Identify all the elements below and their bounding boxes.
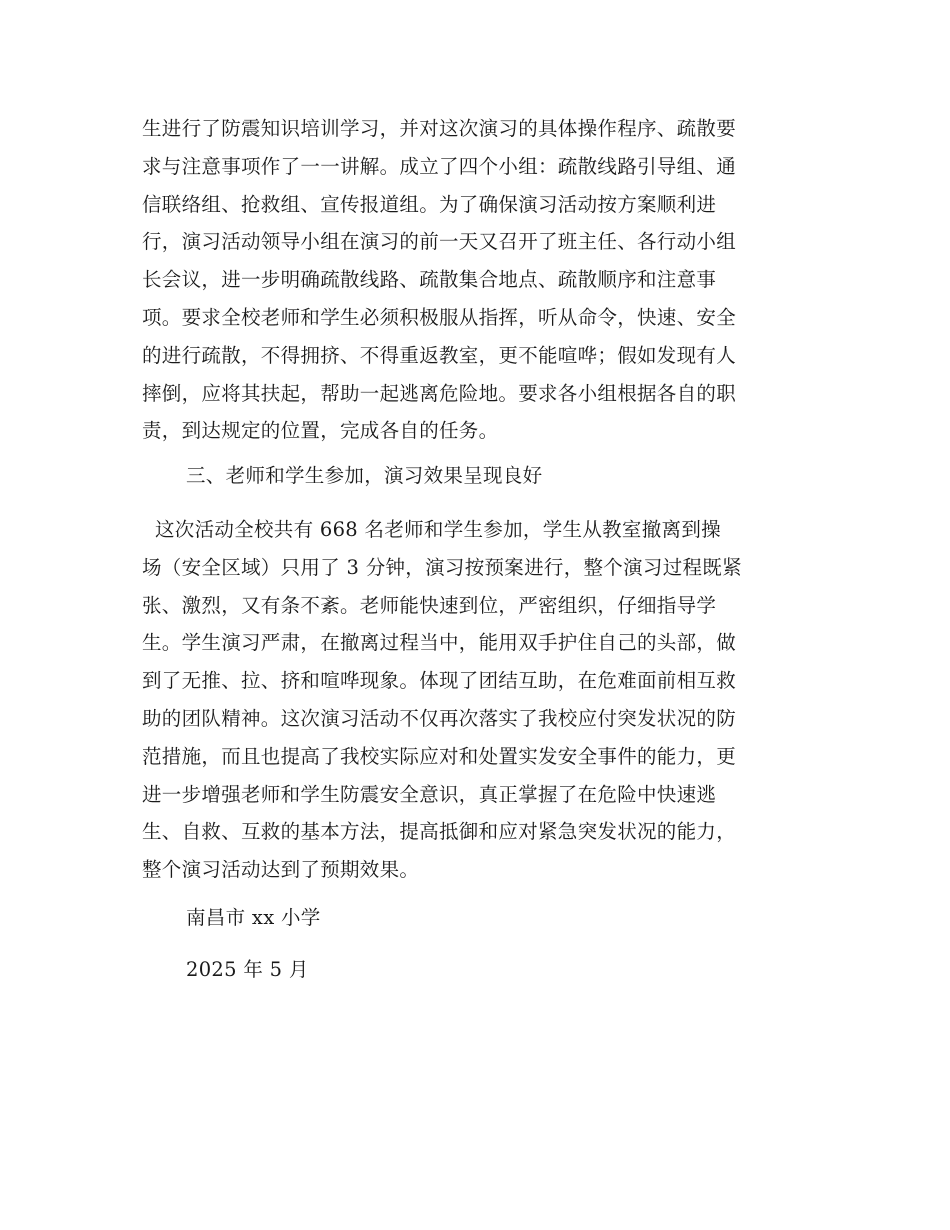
text-line: 助的团队精神。这次演习活动不仅再次落实了我校应付突发状况的防 — [142, 706, 737, 730]
text-line: 整个演习活动达到了预期效果。 — [142, 858, 420, 882]
text-line: 责，到达规定的位置，完成各自的任务。 — [142, 419, 499, 443]
text-line: 场（安全区域）只用了 3 分钟，演习按预案进行，整个演习过程既紧 — [142, 555, 742, 579]
section-heading: 三、老师和学生参加，演习效果呈现良好 — [186, 464, 543, 487]
text-line: 生。学生演习严肃，在撤离过程当中，能用双手护住自己的头部，做 — [142, 631, 737, 655]
paragraph-results — [142, 511, 802, 889]
text-line: 生、自救、互救的基本方法，提高抵御和应对紧急突发状况的能力， — [142, 820, 737, 844]
text-line: 的进行疏散，不得拥挤、不得重返教室，更不能喧哗；假如发现有人 — [142, 343, 737, 367]
signature-organization: 南昌市 xx 小学 — [186, 906, 321, 929]
text-line: 项。要求全校老师和学生必须积极服从指挥，听从命令，快速、安全 — [142, 305, 737, 329]
signature-date: 2025 年 5 月 — [186, 958, 309, 981]
text-line: 到了无推、拉、挤和喧哗现象。体现了团结互助，在危难面前相互救 — [142, 669, 737, 693]
text-line: 生进行了防震知识培训学习，并对这次演习的具体操作程序、疏散要 — [142, 117, 737, 140]
text-line: 这次活动全校共有 668 名老师和学生参加，学生从教室撤离到操 — [142, 518, 721, 541]
text-line: 摔倒，应将其扶起，帮助一起逃离危险地。要求各小组根据各自的职 — [142, 381, 737, 405]
paragraph-preparation — [142, 110, 802, 450]
text-line: 范措施，而且也提高了我校实际应对和处置实发安全事件的能力，更 — [142, 744, 737, 768]
text-line: 信联络组、抢救组、宣传报道组。为了确保演习活动按方案顺利进 — [142, 192, 717, 216]
text-line: 行，演习活动领导小组在演习的前一天又召开了班主任、各行动小组 — [142, 230, 737, 254]
text-line: 进一步增强老师和学生防震安全意识，真正掌握了在危险中快速逃 — [142, 782, 717, 806]
text-line: 求与注意事项作了一一讲解。成立了四个小组：疏散线路引导组、通 — [142, 154, 737, 178]
text-line: 长会议，进一步明确疏散线路、疏散集合地点、疏散顺序和注意事 — [142, 268, 717, 292]
text-line: 张、激烈，又有条不紊。老师能快速到位，严密组织，仔细指导学 — [142, 593, 717, 617]
